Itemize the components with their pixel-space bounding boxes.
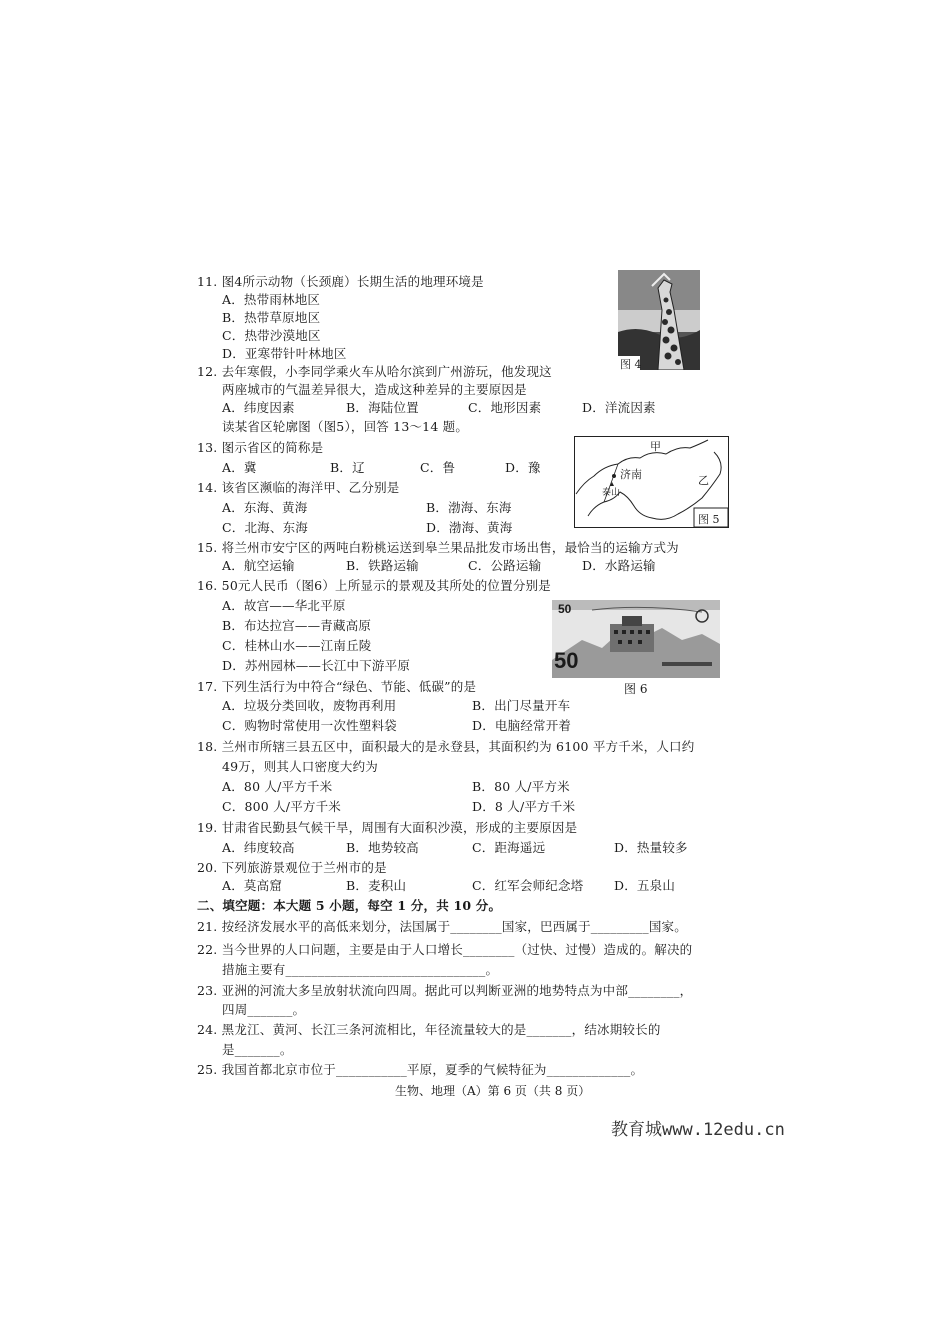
q20-option-d: D．五泉山 bbox=[614, 878, 676, 893]
q19-option-b: B．地势较高 bbox=[346, 840, 419, 855]
q20-option-b: B．麦积山 bbox=[346, 878, 407, 893]
map-label-jia: 甲 bbox=[650, 440, 661, 453]
q15-stem: 15. 将兰州市安宁区的两吨白粉桃运送到皋兰果品批发市场出售，最恰当的运输方式为 bbox=[197, 540, 679, 555]
q18-option-c: C．800 人/平方千米 bbox=[222, 799, 342, 814]
q17-option-c: C．购物时常使用一次性塑料袋 bbox=[222, 718, 397, 733]
q14-option-d: D．渤海、黄海 bbox=[426, 520, 513, 535]
q11-option-d: D．亚寒带针叶林地区 bbox=[222, 346, 347, 361]
q19-option-c: C．距海遥远 bbox=[472, 840, 546, 855]
q20-stem: 20. 下列旅游景观位于兰州市的是 bbox=[197, 860, 387, 875]
map-label-taishan: 泰山 bbox=[602, 488, 621, 498]
figure-6-banknote bbox=[552, 600, 720, 696]
q21: 21. 按经济发展水平的高低来划分，法国属于________国家，巴西属于_________国家。 bbox=[197, 919, 687, 934]
q18-option-b: B．80 人/平方米 bbox=[472, 779, 570, 794]
map-label-yi: 乙 bbox=[698, 474, 709, 487]
q20-option-c: C．红军会师纪念塔 bbox=[472, 878, 584, 893]
q18-stem-line1: 18. 兰州市所辖三县五区中，面积最大的是永登县，其面积约为 6100 平方千米，人口约 bbox=[197, 739, 695, 754]
figure-5-map bbox=[574, 436, 729, 528]
q14-option-b: B．渤海、东海 bbox=[426, 500, 512, 515]
q11-stem: 11. 图4所示动物（长颈鹿）长期生活的地理环境是 bbox=[197, 274, 484, 289]
q24-line1: 24. 黑龙江、黄河、长江三条河流相比，年径流量较大的是_______，结冰期较长的 bbox=[197, 1022, 661, 1037]
q16-option-d: D．苏州园林——长江中下游平原 bbox=[222, 658, 411, 673]
q16-stem: 16. 50元人民币（图6）上所显示的景观及其所处的位置分别是 bbox=[197, 578, 551, 593]
q12-option-d: D．洋流因素 bbox=[582, 400, 656, 415]
q17-option-d: D．电脑经常开着 bbox=[472, 718, 572, 733]
q18-stem-line2: 49万，则其人口密度大约为 bbox=[222, 759, 379, 774]
map-label-jinan: 济南 bbox=[620, 468, 642, 481]
q19-option-d: D．热量较多 bbox=[614, 840, 688, 855]
q12-option-b: B．海陆位置 bbox=[346, 400, 419, 415]
q15-option-b: B．铁路运输 bbox=[346, 558, 419, 573]
q17-option-b: B．出门尽量开车 bbox=[472, 698, 571, 713]
q23-line1: 23. 亚洲的河流大多呈放射状流向四周。据此可以判断亚洲的地势特点为中部________， bbox=[197, 983, 693, 998]
q11-option-a: A．热带雨林地区 bbox=[222, 292, 321, 307]
section-2-heading: 二、填空题：本大题 5 小题，每空 1 分，共 10 分。 bbox=[197, 898, 502, 913]
site-watermark: 教育城www.12edu.cn bbox=[611, 1120, 785, 1140]
q18-option-a: A．80 人/平方千米 bbox=[222, 779, 333, 794]
giraffe-photo-icon bbox=[618, 270, 700, 370]
q19-option-a: A．纬度较高 bbox=[222, 840, 295, 855]
page-footer: 生物、地理（A）第 6 页（共 8 页） bbox=[395, 1084, 591, 1098]
q14-stem: 14. 该省区濒临的海洋甲、乙分别是 bbox=[197, 480, 400, 495]
q22-line1: 22. 当今世界的人口问题，主要是由于人口增长________（过快、过慢）造成的。解决的 bbox=[197, 942, 693, 957]
q23-line2: 四周_______。 bbox=[222, 1002, 306, 1017]
q16-option-c: C．桂林山水——江南丘陵 bbox=[222, 638, 372, 653]
q15-option-c: C．公路运输 bbox=[468, 558, 542, 573]
q16-option-a: A．故宫——华北平原 bbox=[222, 598, 346, 613]
q20-option-a: A．莫高窟 bbox=[222, 878, 283, 893]
q13-option-b: B．辽 bbox=[330, 460, 365, 475]
q12-stem-line2: 两座城市的气温差异很大，造成这种差异的主要原因是 bbox=[222, 382, 527, 397]
q13-option-d: D．豫 bbox=[505, 460, 541, 475]
q25: 25. 我国首都北京市位于___________平原，夏季的气候特征为_____________。 bbox=[197, 1062, 644, 1077]
q19-stem: 19. 甘肃省民勤县气候干旱，周围有大面积沙漠，形成的主要原因是 bbox=[197, 820, 578, 835]
q17-option-a: A．垃圾分类回收，废物再利用 bbox=[222, 698, 397, 713]
figure-4-label: 图 4 bbox=[620, 358, 642, 371]
banknote-denom-small: 50 bbox=[558, 602, 572, 616]
q14-option-a: A．东海、黄海 bbox=[222, 500, 308, 515]
q17-stem: 17. 下列生活行为中符合“绿色、节能、低碳”的是 bbox=[197, 679, 477, 694]
q13-option-c: C．鲁 bbox=[420, 460, 456, 475]
q12-stem-line1: 12. 去年寒假，小李同学乘火车从哈尔滨到广州游玩，他发现这 bbox=[197, 364, 552, 379]
q16-option-b: B．布达拉宫——青藏高原 bbox=[222, 618, 372, 633]
figure-4-giraffe bbox=[618, 270, 700, 370]
q18-option-d: D．8 人/平方千米 bbox=[472, 799, 576, 814]
q11-option-c: C．热带沙漠地区 bbox=[222, 328, 321, 343]
q12-option-a: A．纬度因素 bbox=[222, 400, 295, 415]
q22-line2: 措施主要有_______________________________。 bbox=[222, 962, 499, 977]
figure-5-label: 图 5 bbox=[698, 513, 720, 526]
banknote-denom-large: 50 bbox=[554, 648, 579, 673]
q24-line2: 是_______。 bbox=[222, 1042, 293, 1057]
q13-option-a: A．冀 bbox=[222, 460, 257, 475]
map-intro: 读某省区轮廓图（图5），回答 13～14 题。 bbox=[222, 419, 469, 434]
q12-option-c: C．地形因素 bbox=[468, 400, 542, 415]
q14-option-c: C．北海、东海 bbox=[222, 520, 308, 535]
figure-6-label: 图 6 bbox=[624, 682, 648, 696]
q15-option-d: D．水路运输 bbox=[582, 558, 656, 573]
q13-stem: 13. 图示省区的简称是 bbox=[197, 440, 324, 455]
q15-option-a: A．航空运输 bbox=[222, 558, 295, 573]
q11-option-b: B．热带草原地区 bbox=[222, 310, 321, 325]
